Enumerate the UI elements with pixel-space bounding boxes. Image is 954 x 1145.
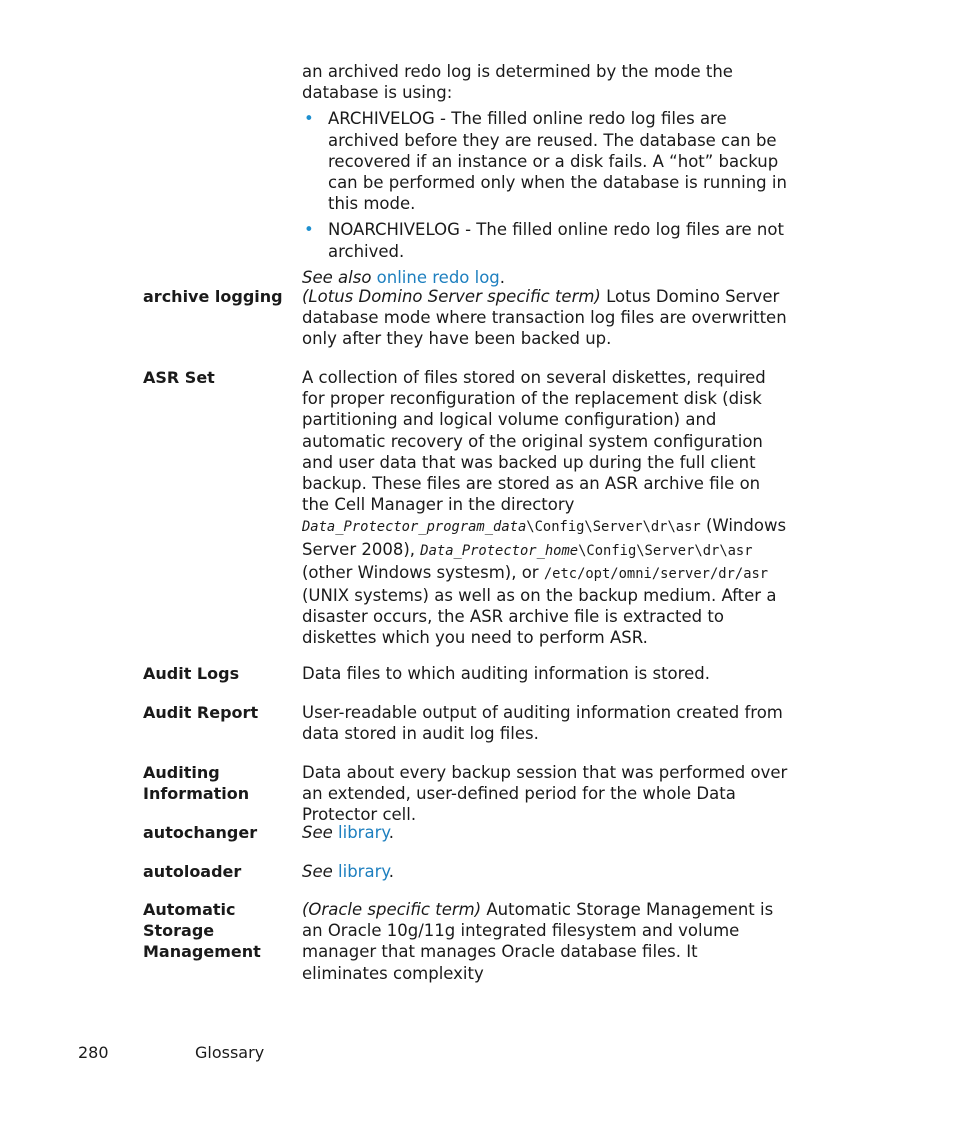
path-text: \Config\Server\dr\asr (526, 519, 701, 536)
definition-autoloader: See library. (302, 862, 395, 881)
bullet-text: ARCHIVELOG - The filled online redo log files are archived before they are reused. The database can be recovered if an instance or a disk fails. A “hot” backup can be performed only when the database is running in this mode. (328, 109, 787, 214)
list-item (302, 108, 788, 214)
definition-asr-set: A collection of files stored on several diskettes, required for proper reconfiguration of the replacement disk (disk partitioning and logical volume configuration) and automatic recovery of the original system configuration and user data that was backed up during the full client backup. These files are stored as an ASR archive file on the Cell Manager in the directory Data_Protector_program_data\Config\Server\dr\asr (Windows Server 2008), Data_Protector_home\Config\Server\dr\asr (other Windows systesm), or /etc/opt/omni/server/dr/asr (UNIX systems) as well as on the backup medium. After a disaster occurs, the ASR archive file is extracted to diskettes which you need to perform ASR. (302, 368, 787, 648)
definition-autochanger: See library. (302, 823, 395, 842)
library-link[interactable]: library (338, 862, 389, 881)
library-link[interactable]: library (338, 823, 389, 842)
definition-audit-logs: Data files to which auditing information is stored. (302, 664, 710, 683)
definition-audit-report: User-readable output of auditing information created from data stored in audit log files. (302, 703, 783, 744)
page-number: 280 (78, 1043, 109, 1062)
list-item (302, 219, 788, 261)
definition-archive-logging: (Lotus Domino Server specific term) Lotus Domino Server database mode where transaction log files are overwritten only after they have been backed up. (302, 287, 787, 349)
term-audit-logs: Audit Logs (143, 664, 240, 683)
term-autoloader: autoloader (143, 862, 242, 881)
path-text: \Config\Server\dr\asr (578, 542, 753, 559)
online-redo-log-link[interactable]: online redo log (376, 267, 500, 287)
term-autochanger: autochanger (143, 823, 258, 842)
term-asr-set: ASR Set (143, 368, 215, 387)
term-audit-report: Audit Report (143, 703, 259, 722)
term-archive-logging: archive logging (143, 287, 283, 306)
definition-automatic-storage-management: (Oracle specific term) Automatic Storage Management is an Oracle 10g/11g integrated filesystem and volume manager that manages Oracle database files. It eliminates complexity (302, 900, 774, 983)
bullet-text: NOARCHIVELOG - The filled online redo log files are not archived. (328, 220, 784, 261)
definition-auditing-information: Data about every backup session that was performed over an extended, user-defined period for the whole Data Protector cell. (302, 763, 788, 825)
term-auditing-information: Auditing Information (143, 763, 250, 804)
see-also-label: See also (302, 267, 372, 287)
path-variable: Data_Protector_program_data (302, 519, 527, 536)
term-automatic-storage-management: Automatic Storage Management (143, 900, 261, 962)
continued-definition (302, 61, 788, 288)
path-text: /etc/opt/omni/server/dr/asr (543, 565, 769, 582)
intro-text: an archived redo log is determined by the mode the database is using: (302, 62, 733, 103)
footer-section: Glossary (195, 1043, 265, 1062)
path-variable: Data_Protector_home (420, 542, 579, 559)
bullet-icon: • (304, 220, 314, 240)
bullet-icon: • (304, 109, 314, 129)
see-also-line: See also online redo log. (302, 267, 506, 287)
